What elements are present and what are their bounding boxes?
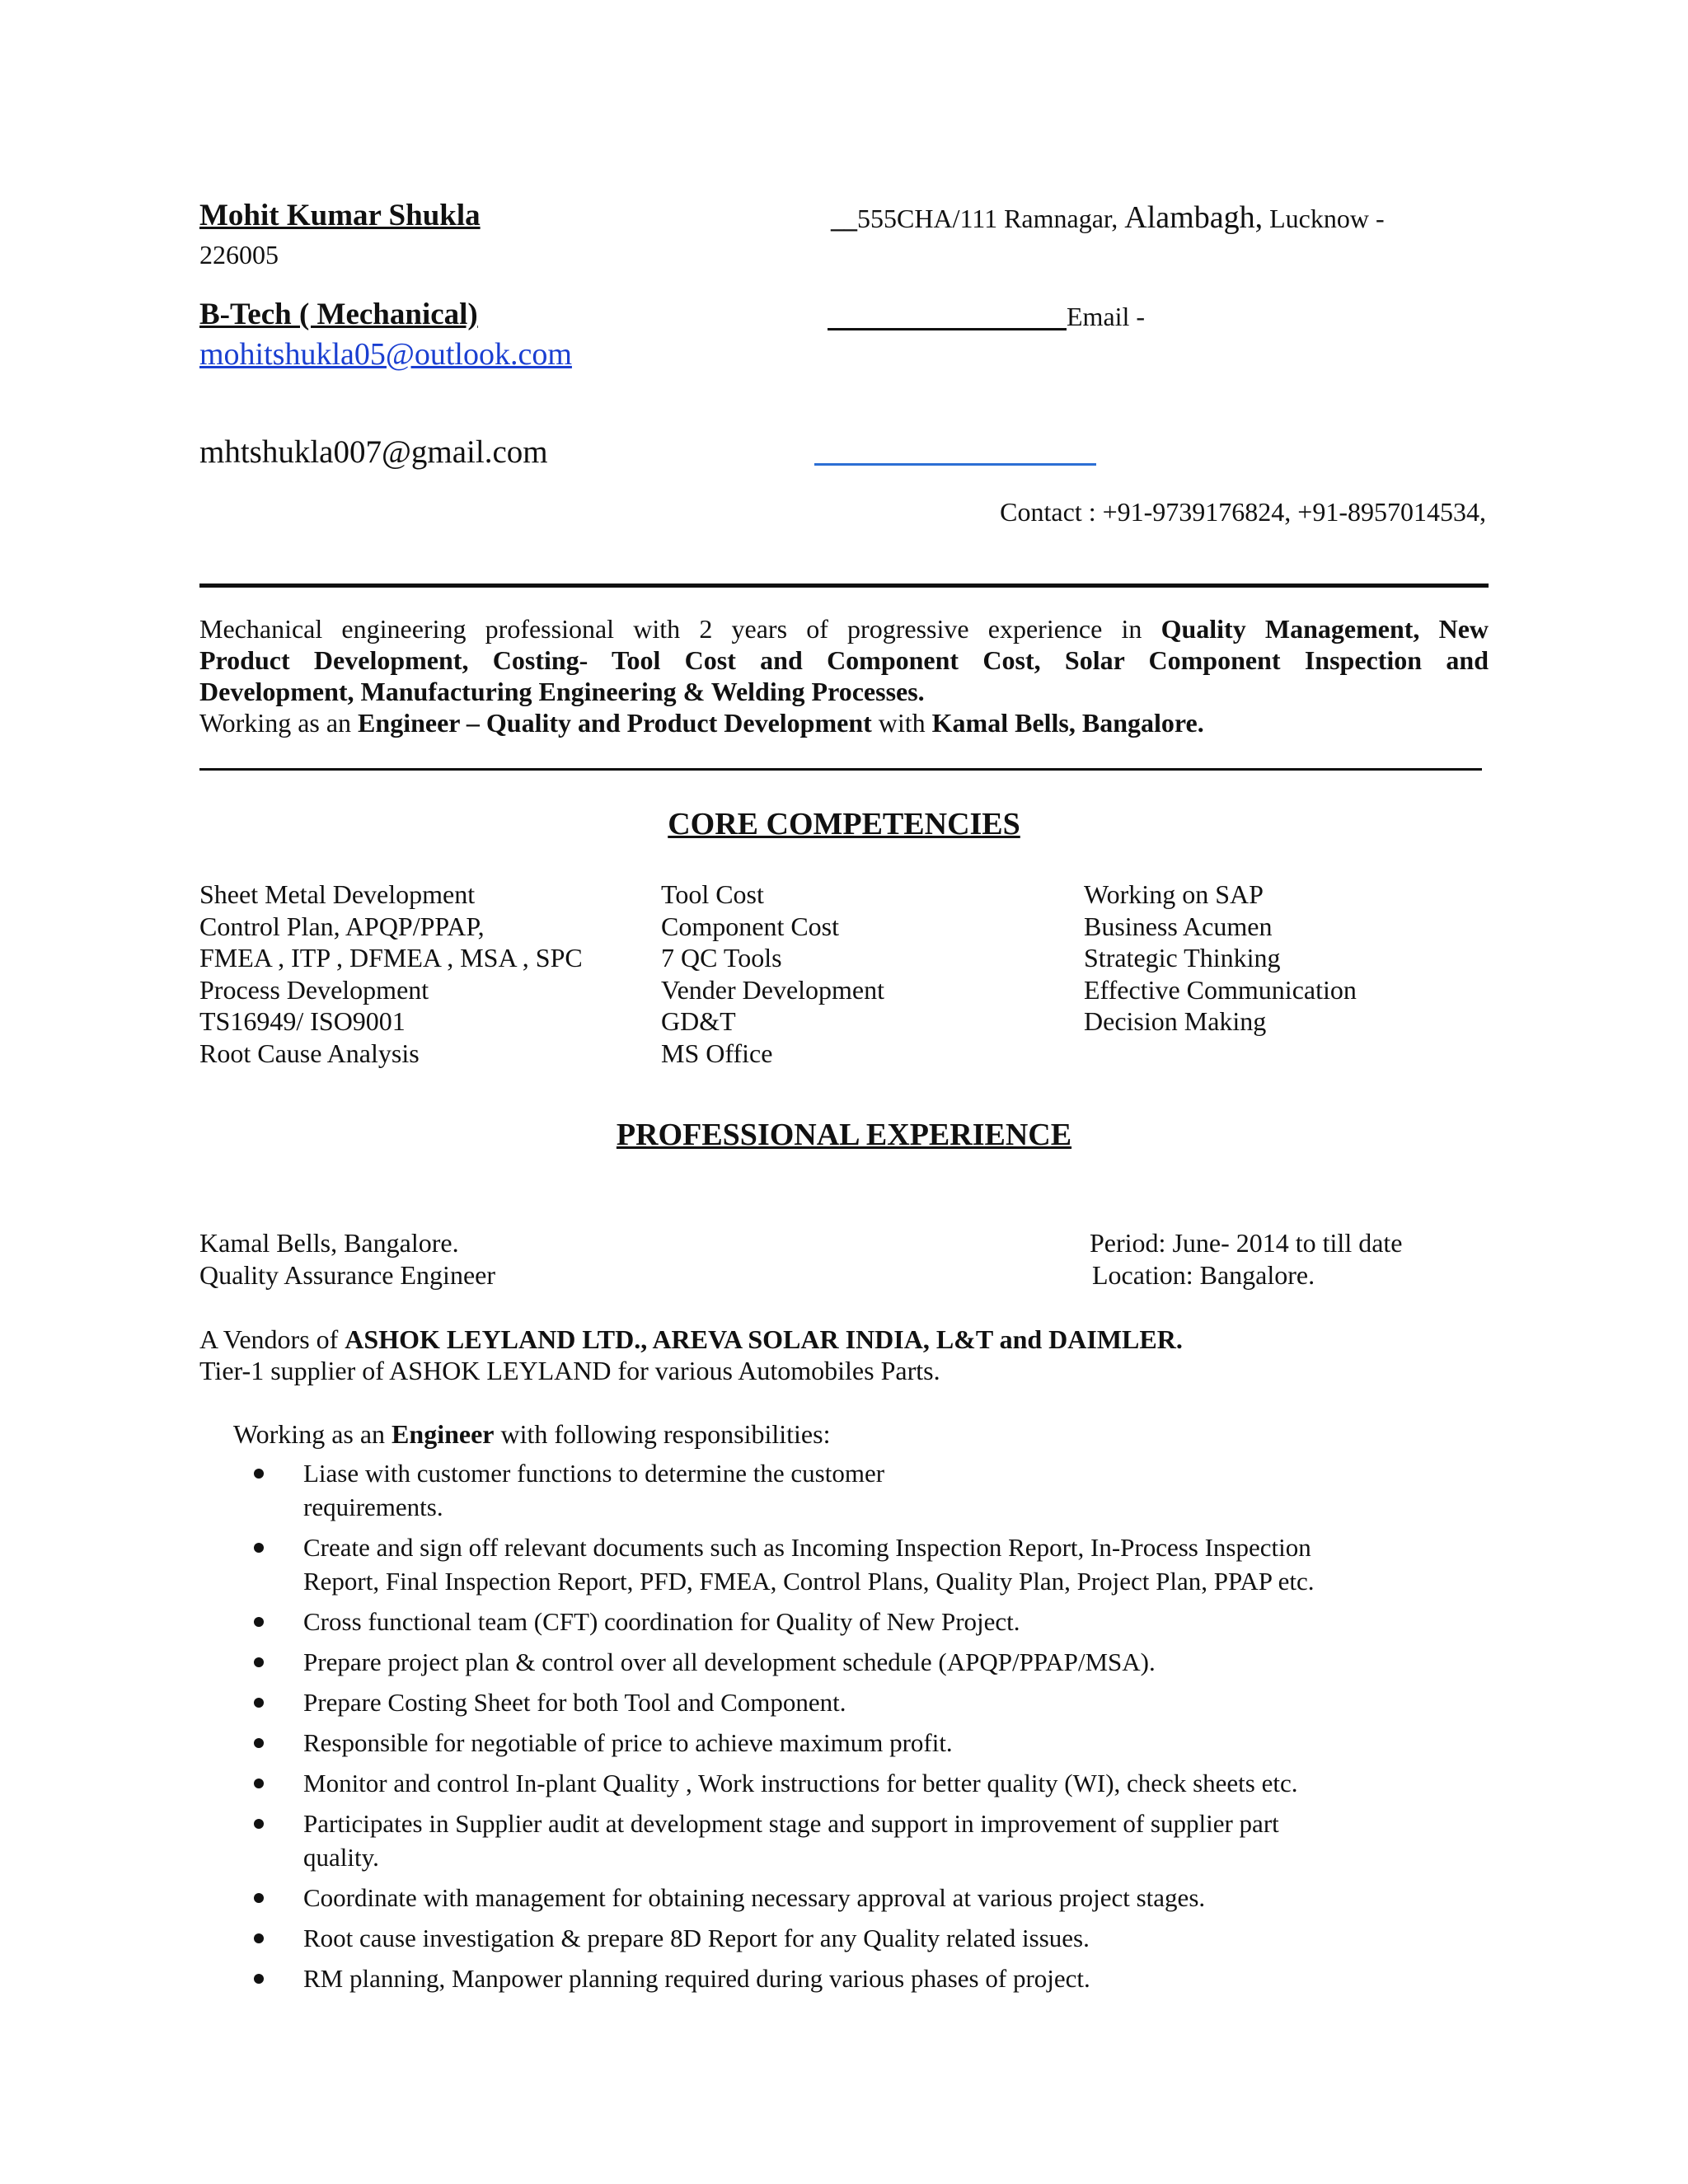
vendors-intro: A Vendors of — [199, 1324, 345, 1354]
list-item — [303, 1456, 1474, 1524]
competency-item: Component Cost — [661, 911, 840, 941]
bullet-icon — [254, 1893, 264, 1903]
competency-item: Working on SAP — [1084, 879, 1264, 909]
blank-link-line — [814, 463, 1096, 466]
competency-item: Business Acumen — [1084, 911, 1273, 941]
degree: B-Tech ( Mechanical) — [199, 298, 478, 331]
summary-company: Kamal Bells, Bangalore. — [931, 708, 1204, 738]
employment-location: Location: Bangalore. — [1092, 1260, 1315, 1290]
address-line — [831, 199, 1385, 236]
responsibility-text: Prepare project plan & control over all development schedule (APQP/PPAP/MSA). — [303, 1647, 1156, 1676]
candidate-name: Mohit Kumar Shukla — [199, 199, 481, 232]
bullet-icon — [254, 1617, 264, 1627]
list-item — [303, 1766, 1474, 1800]
responsibility-text: Responsible for negotiable of price to achieve maximum profit. — [303, 1728, 953, 1757]
competency-item: Control Plan, APQP/PPAP, — [199, 911, 485, 941]
bullet-icon — [254, 1974, 264, 1984]
competency-item: FMEA , ITP , DFMEA , MSA , SPC — [199, 943, 583, 973]
competency-item: Tool Cost — [661, 879, 764, 909]
bullet-icon — [254, 1469, 264, 1479]
responsibility-text: Participates in Supplier audit at development stage and support in improvement of supplier part quality. — [303, 1809, 1279, 1872]
bullet-icon — [254, 1738, 264, 1748]
bullet-icon — [254, 1543, 264, 1553]
responsibility-text: Monitor and control In-plant Quality , Work instructions for better quality (WI), check sheets etc. — [303, 1769, 1298, 1797]
competency-item: Sheet Metal Development — [199, 879, 476, 909]
address-part-1: 555CHA/111 Ramnagar, — [857, 204, 1125, 233]
responsibilities-intro-pre: Working as an — [233, 1419, 392, 1449]
summary-intro: Mechanical engineering professional with 2 years of progressive experience in — [199, 614, 1161, 644]
responsibilities-list — [303, 1456, 1474, 2002]
list-item — [303, 1921, 1474, 1955]
competency-item: 7 QC Tools — [661, 943, 782, 973]
list-item — [303, 1530, 1474, 1598]
header-divider — [199, 583, 1489, 588]
competency-item: Vender Development — [661, 974, 885, 1005]
competency-item: GD&T — [661, 1006, 736, 1037]
responsibility-text: Prepare Costing Sheet for both Tool and Component. — [303, 1688, 846, 1717]
summary-role: Engineer – Quality and Product Development — [358, 708, 872, 738]
email-fill-line — [828, 328, 1067, 330]
summary-line-3 — [199, 676, 1489, 707]
competency-item: Decision Making — [1084, 1006, 1267, 1037]
bullet-icon — [254, 1819, 264, 1829]
responsibility-text: Coordinate with management for obtaining necessary approval at various project stages. — [303, 1883, 1206, 1912]
professional-experience-heading: PROFESSIONAL EXPERIENCE — [616, 1118, 1072, 1152]
summary-role-mid: with — [871, 708, 932, 738]
competency-item: Strategic Thinking — [1084, 943, 1281, 973]
primary-email-link[interactable]: mohitshukla05@outlook.com — [199, 337, 572, 372]
list-item — [303, 1685, 1474, 1719]
summary-focus-2: Product Development, Costing- Tool Cost and Component Cost, Solar Component Inspection and — [199, 645, 1489, 675]
list-item — [303, 1605, 1474, 1638]
bullet-icon — [254, 1698, 264, 1708]
responsibility-text: Liase with customer functions to determine the customer requirements. — [303, 1459, 885, 1521]
bullet-icon — [254, 1779, 264, 1788]
competency-item: Effective Communication — [1084, 974, 1357, 1005]
responsibilities-intro — [233, 1419, 830, 1450]
list-item — [303, 1881, 1474, 1915]
responsibilities-intro-post: with following responsibilities: — [494, 1419, 831, 1449]
competencies-column-2 — [661, 879, 884, 1070]
list-item — [303, 1961, 1474, 1995]
responsibilities-role: Engineer — [392, 1419, 495, 1449]
summary-line-2 — [199, 644, 1489, 676]
bullet-icon — [254, 1933, 264, 1943]
email-label: Email - — [1067, 302, 1146, 331]
professional-summary — [199, 613, 1489, 738]
address-locality: Alambagh, — [1124, 200, 1264, 235]
list-item — [303, 1807, 1474, 1874]
responsibility-text: RM planning, Manpower planning required during various phases of project. — [303, 1964, 1090, 1993]
summary-divider — [199, 768, 1482, 771]
list-item — [303, 1726, 1474, 1760]
employment-period: Period: June- 2014 to till date — [1090, 1228, 1403, 1258]
address-part-2: Lucknow - — [1263, 204, 1385, 233]
summary-line-1 — [199, 613, 1489, 644]
competency-item: Root Cause Analysis — [199, 1038, 420, 1068]
bullet-icon — [254, 1657, 264, 1667]
competencies-column-1 — [199, 879, 583, 1070]
address-lead-mark: __ — [831, 204, 857, 233]
summary-role-pre: Working as an — [199, 708, 359, 738]
summary-focus-1: Quality Management, New — [1160, 614, 1489, 644]
competencies-column-3 — [1084, 879, 1357, 1038]
secondary-email: mhtshukla007@gmail.com — [199, 434, 548, 470]
summary-focus-3: Development, Manufacturing Engineering & Welding Processes. — [199, 677, 925, 706]
responsibility-text: Create and sign off relevant documents such as Incoming Inspection Report, In-Process Inspection Report, Final Inspection Report, PFD, FMEA, Control Plans, Quality Plan, Project Plan, PPAP etc. — [303, 1533, 1315, 1596]
summary-line-4 — [199, 707, 1489, 738]
competency-item: TS16949/ ISO9001 — [199, 1006, 406, 1037]
job-title: Quality Assurance Engineer — [199, 1260, 495, 1290]
contact-numbers: Contact : +91-9739176824, +91-8957014534, — [1000, 497, 1486, 527]
vendors-line — [199, 1324, 1183, 1355]
employer-name: Kamal Bells, Bangalore. — [199, 1228, 459, 1258]
tier-supplier-line: Tier-1 supplier of ASHOK LEYLAND for various Automobiles Parts. — [199, 1356, 940, 1385]
competency-item: MS Office — [661, 1038, 773, 1068]
vendor-clients: ASHOK LEYLAND LTD., AREVA SOLAR INDIA, L&T and DAIMLER. — [345, 1324, 1183, 1354]
competency-item: Process Development — [199, 974, 429, 1005]
address-pincode: 226005 — [199, 240, 279, 269]
core-competencies-heading: CORE COMPETENCIES — [668, 807, 1020, 841]
responsibility-text: Cross functional team (CFT) coordination for Quality of New Project. — [303, 1607, 1020, 1636]
responsibility-text: Root cause investigation & prepare 8D Report for any Quality related issues. — [303, 1924, 1090, 1952]
list-item — [303, 1645, 1474, 1679]
